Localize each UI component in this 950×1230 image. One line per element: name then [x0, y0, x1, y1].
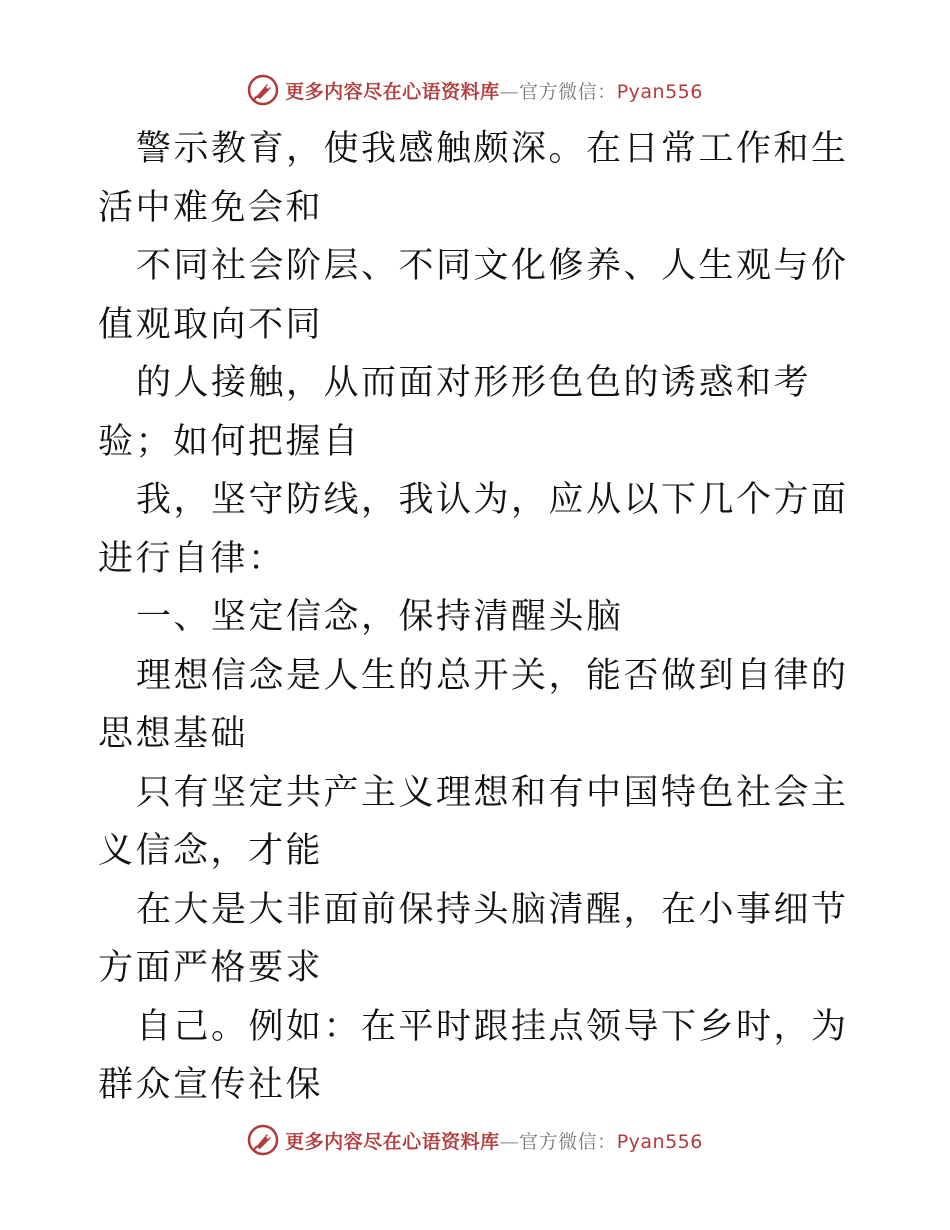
header-banner: [0, 70, 950, 110]
footer-banner-wechat-id: Pyan556: [616, 1130, 703, 1153]
footer-banner: [0, 1120, 950, 1160]
paragraph: 的人接触，从而面对形形色色的诱惑和考验；如何把握自: [98, 363, 812, 462]
footer-banner-main: 更多内容尽在心语资料库: [285, 1130, 500, 1153]
paragraph: 理想信念是人生的总开关，能否做到自律的思想基础: [98, 655, 849, 754]
header-banner-wechat-label: 官方微信：: [519, 80, 617, 103]
paragraph: 在大是大非面前保持头脑清醒，在小事细节方面严格要求: [98, 889, 849, 988]
document-body: [98, 120, 858, 1115]
footer-banner-wechat-label: 官方微信：: [519, 1130, 617, 1153]
footer-banner-separator: —: [499, 1130, 520, 1153]
header-banner-wechat-id: Pyan556: [616, 80, 703, 103]
header-banner-separator: —: [499, 80, 520, 103]
header-banner-main: 更多内容尽在心语资料库: [285, 80, 500, 103]
footer-banner-text: [285, 1127, 703, 1154]
paragraph: 只有坚定共产主义理想和有中国特色社会主义信念，才能: [98, 772, 849, 871]
paragraph: 警示教育，使我感触颇深。在日常工作和生活中难免会和: [98, 129, 849, 228]
paragraph: 自己。例如：在平时跟挂点领导下乡时，为群众宣传社保: [98, 1006, 849, 1105]
pen-nib-logo-icon: [247, 74, 279, 106]
paragraph: 我，坚守防线，我认为，应从以下几个方面进行自律：: [98, 480, 849, 579]
pen-nib-logo-icon: [247, 1124, 279, 1156]
section-heading: 一、坚定信念，保持清醒头脑: [136, 597, 624, 637]
paragraph: 不同社会阶层、不同文化修养、人生观与价值观取向不同: [98, 246, 849, 345]
header-banner-text: [285, 77, 703, 104]
